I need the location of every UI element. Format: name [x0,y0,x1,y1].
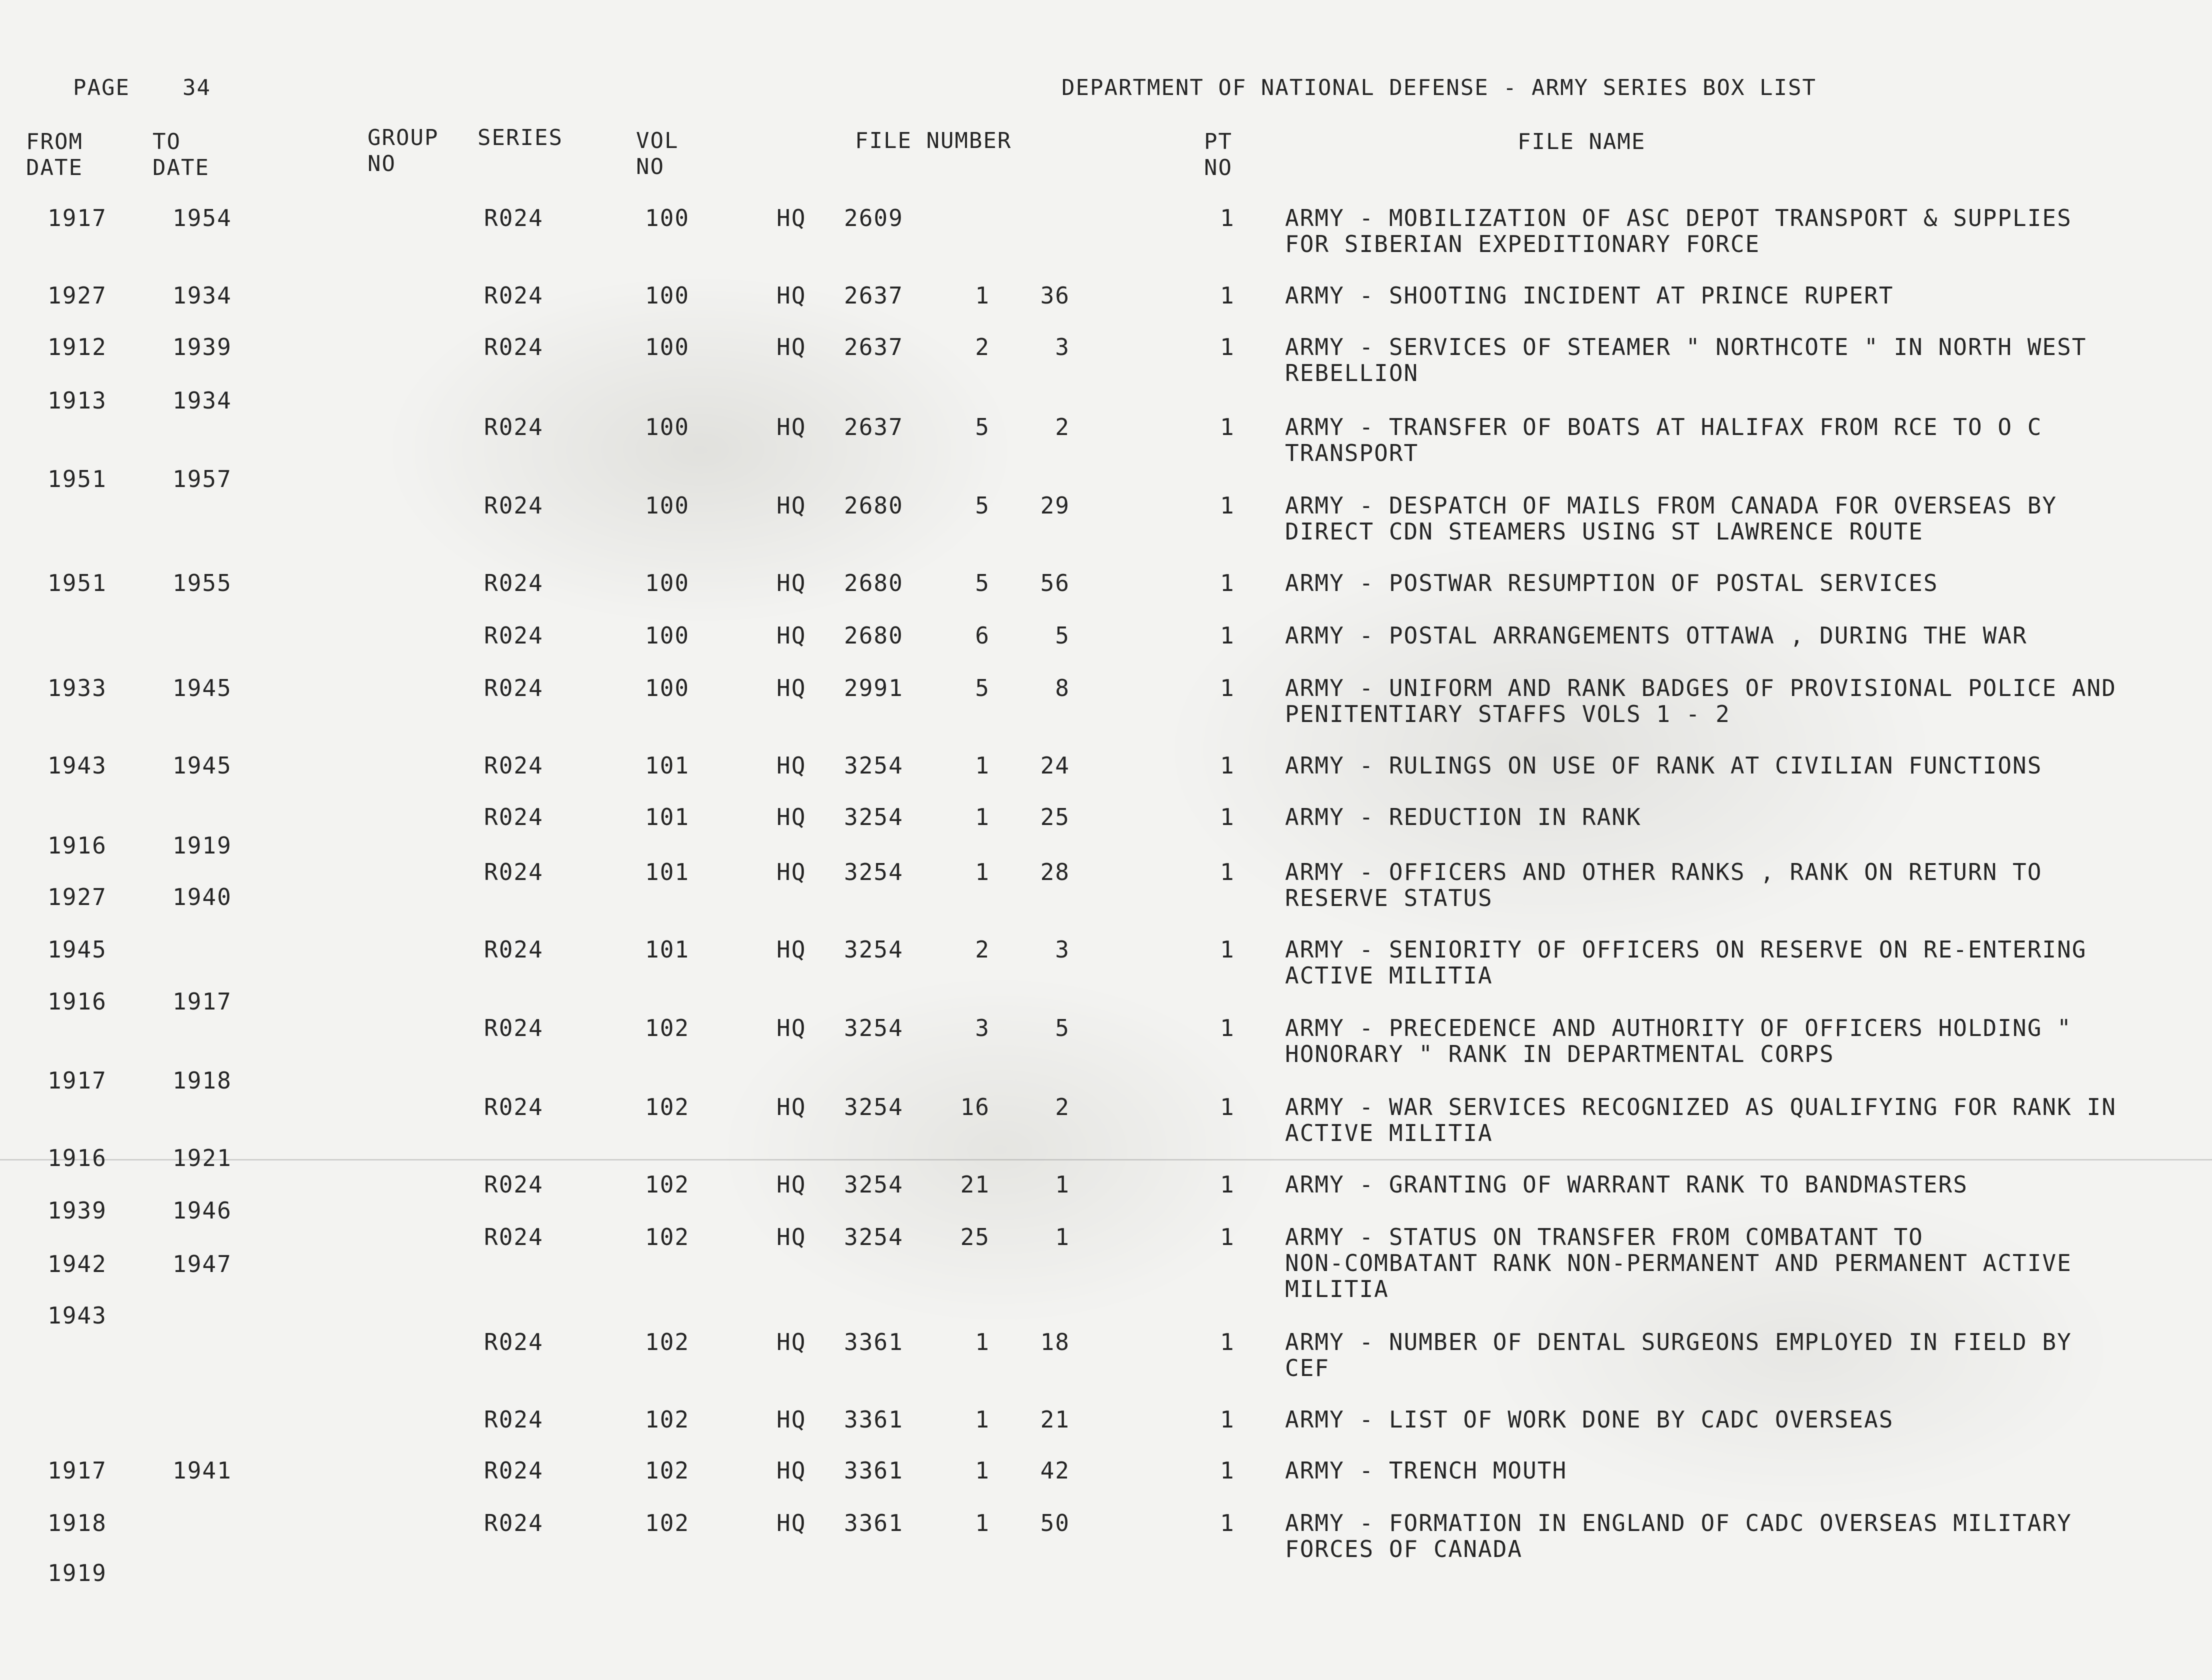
vol-cell: 100 [645,414,690,440]
file-number-cell: 2680 [844,622,904,649]
table-row [0,1015,2212,1070]
file-name-cell: ARMY - LIST OF WORK DONE BY CADC OVERSEAS [1285,1406,1894,1433]
table-row [0,1251,2212,1306]
from-date-cell: 1917 [48,1067,107,1094]
series-cell: R024 [484,858,544,886]
file-sub2-cell: 3 [1055,936,1070,963]
file-sub2-cell: 3 [1055,334,1070,360]
pt-cell: 1 [1220,622,1235,649]
file-sub1-cell: 5 [975,414,990,440]
header-pt-no: PT NO [1204,129,1232,180]
file-sub1-cell: 1 [975,282,990,309]
hq-cell: HQ [776,858,806,886]
page-label: PAGE [73,75,130,100]
series-cell: R024 [484,204,544,232]
from-date-cell: 1917 [48,1457,107,1484]
file-name-cell: ARMY - DESPATCH OF MAILS FROM CANADA FOR OVERSEAS BY DIRECT CDN STEAMERS USING ST LAWRENCE ROUTE [1285,492,2058,545]
pt-cell: 1 [1220,282,1235,309]
series-cell: R024 [484,1224,544,1250]
file-sub1-cell: 1 [975,858,990,886]
file-number-cell: 2680 [844,492,904,519]
pt-cell: 1 [1220,1328,1235,1356]
from-date-cell: 1933 [48,674,107,702]
hq-cell: HQ [776,334,806,360]
vol-cell: 102 [645,1457,690,1484]
table-row [0,1510,2212,1565]
series-cell: R024 [484,752,544,779]
file-name-cell: ARMY - TRANSFER OF BOATS AT HALIFAX FROM RCE TO O C TRANSPORT [1285,414,2042,466]
table-row [0,414,2212,469]
to-date-cell: 1919 [172,832,232,859]
series-cell: R024 [484,1406,544,1433]
from-date-cell: 1919 [48,1560,107,1586]
file-sub1-cell: 1 [975,1457,990,1484]
to-date-cell: 1954 [172,204,232,232]
from-date-cell: 1945 [48,936,107,963]
pt-cell: 1 [1220,1457,1235,1484]
header-file-number: FILE NUMBER [855,128,1012,154]
series-cell: R024 [484,570,544,596]
file-number-cell: 2637 [844,334,904,360]
from-date-cell: 1951 [48,570,107,596]
file-sub2-cell: 1 [1055,1224,1070,1250]
file-sub2-cell: 2 [1055,1094,1070,1120]
file-number-cell: 3361 [844,1457,904,1484]
hq-cell: HQ [776,414,806,440]
file-sub2-cell: 24 [1040,752,1070,779]
from-date-cell: 1916 [48,832,107,859]
file-name-cell: ARMY - WAR SERVICES RECOGNIZED AS QUALIFYING FOR RANK IN ACTIVE MILITIA [1285,1094,2116,1146]
vol-cell: 102 [645,1328,690,1356]
series-cell: R024 [484,936,544,963]
vol-cell: 102 [645,1406,690,1433]
file-name-cell: ARMY - STATUS ON TRANSFER FROM COMBATANT TO NON-COMBATANT RANK NON-PERMANENT AND PERMANENT ACTIVE MILITIA [1285,1224,2072,1302]
from-date-cell: 1916 [48,1144,107,1172]
series-cell: R024 [484,1094,544,1120]
header-group-no: GROUP NO [368,125,439,176]
to-date-cell: 1955 [172,570,232,596]
pt-cell: 1 [1220,674,1235,702]
hq-cell: HQ [776,622,806,649]
file-sub2-cell: 21 [1040,1406,1070,1433]
file-sub1-cell: 3 [975,1014,990,1042]
pt-cell: 1 [1220,204,1235,232]
header-file-name: FILE NAME [1518,129,1646,154]
to-date-cell: 1945 [172,674,232,702]
table-row [0,334,2212,389]
vol-cell: 102 [645,1094,690,1120]
pt-cell: 1 [1220,1406,1235,1433]
to-date-cell: 1945 [172,752,232,779]
table-row [0,752,2212,808]
from-date-cell: 1951 [48,466,107,492]
file-name-cell: ARMY - RULINGS ON USE OF RANK AT CIVILIAN FUNCTIONS [1285,752,2042,779]
vol-cell: 101 [645,804,690,830]
series-cell: R024 [484,1510,544,1536]
file-number-cell: 3254 [844,1094,904,1120]
series-cell: R024 [484,334,544,360]
file-name-cell: ARMY - UNIFORM AND RANK BADGES OF PROVISIONAL POLICE AND PENITENTIARY STAFFS VOLS 1 - 2 [1285,674,2116,728]
file-name-cell: ARMY - SHOOTING INCIDENT AT PRINCE RUPERT [1285,282,1894,309]
file-number-cell: 3254 [844,858,904,886]
vol-cell: 102 [645,1510,690,1536]
page-number: 34 [182,75,211,100]
table-row [0,492,2212,548]
file-number-cell: 2637 [844,414,904,440]
file-number-cell: 3361 [844,1328,904,1356]
file-sub2-cell: 25 [1040,804,1070,830]
vol-cell: 100 [645,204,690,232]
vol-cell: 102 [645,1014,690,1042]
file-sub2-cell: 8 [1055,674,1070,702]
file-sub1-cell: 6 [975,622,990,649]
file-name-cell: ARMY - POSTAL ARRANGEMENTS OTTAWA , DURING THE WAR [1285,622,2028,649]
file-sub2-cell: 5 [1055,622,1070,649]
file-sub1-cell: 1 [975,1328,990,1356]
file-sub1-cell: 5 [975,674,990,702]
table-row [0,622,2212,678]
vol-cell: 100 [645,282,690,309]
file-name-cell: ARMY - GRANTING OF WARRANT RANK TO BANDMASTERS [1285,1171,1968,1198]
file-sub2-cell: 18 [1040,1328,1070,1356]
pt-cell: 1 [1220,936,1235,963]
pt-cell: 1 [1220,1094,1235,1120]
from-date-cell: 1943 [48,1302,107,1329]
file-number-cell: 2637 [844,282,904,309]
file-sub1-cell: 2 [975,334,990,360]
series-cell: R024 [484,1171,544,1198]
from-date-cell: 1916 [48,988,107,1015]
file-sub1-cell: 1 [975,1406,990,1433]
file-sub1-cell: 21 [960,1171,990,1198]
from-date-cell: 1939 [48,1197,107,1224]
series-cell: R024 [484,1014,544,1042]
file-name-cell: ARMY - TRENCH MOUTH [1285,1457,1568,1484]
hq-cell: HQ [776,1014,806,1042]
file-sub1-cell: 1 [975,804,990,830]
header-series: SERIES [478,125,563,150]
file-sub2-cell: 28 [1040,858,1070,886]
hq-cell: HQ [776,1094,806,1120]
pt-cell: 1 [1220,414,1235,440]
file-sub2-cell: 1 [1055,1171,1070,1198]
table-row [0,570,2212,625]
hq-cell: HQ [776,1224,806,1250]
series-cell: R024 [484,622,544,649]
file-name-cell: ARMY - MOBILIZATION OF ASC DEPOT TRANSPORT & SUPPLIES FOR SIBERIAN EXPEDITIONARY FORCE [1285,204,2072,258]
from-date-cell: 1917 [48,204,107,232]
hq-cell: HQ [776,752,806,779]
from-date-cell: 1942 [48,1250,107,1278]
to-date-cell: 1940 [172,884,232,910]
to-date-cell: 1957 [172,466,232,492]
hq-cell: HQ [776,282,806,309]
file-name-cell: ARMY - SERVICES OF STEAMER " NORTHCOTE " IN NORTH WEST REBELLION [1285,334,2087,386]
to-date-cell: 1934 [172,282,232,309]
file-sub1-cell: 2 [975,936,990,963]
pt-cell: 1 [1220,1171,1235,1198]
series-cell: R024 [484,1328,544,1356]
series-cell: R024 [484,674,544,702]
file-number-cell: 3254 [844,804,904,830]
file-sub2-cell: 42 [1040,1457,1070,1484]
file-number-cell: 3254 [844,752,904,779]
hq-cell: HQ [776,936,806,963]
file-sub1-cell: 16 [960,1094,990,1120]
header-vol-no: VOL NO [636,128,679,180]
to-date-cell: 1921 [172,1144,232,1172]
vol-cell: 100 [645,334,690,360]
table-row [0,675,2212,730]
file-sub1-cell: 25 [960,1224,990,1250]
file-number-cell: 3254 [844,1224,904,1250]
vol-cell: 101 [645,936,690,963]
vol-cell: 100 [645,570,690,596]
hq-cell: HQ [776,570,806,596]
file-sub2-cell: 50 [1040,1510,1070,1536]
file-number-cell: 2609 [844,204,904,232]
hq-cell: HQ [776,1510,806,1536]
file-name-cell: ARMY - NUMBER OF DENTAL SURGEONS EMPLOYED IN FIELD BY CEF [1285,1328,2072,1382]
table-row [0,884,2212,939]
table-row [0,1329,2212,1384]
to-date-cell: 1939 [172,334,232,360]
table-row [0,1560,2212,1615]
vol-cell: 102 [645,1224,690,1250]
hq-cell: HQ [776,1171,806,1198]
file-sub1-cell: 1 [975,1510,990,1536]
hq-cell: HQ [776,204,806,232]
hq-cell: HQ [776,1457,806,1484]
file-name-cell: ARMY - SENIORITY OF OFFICERS ON RESERVE ON RE-ENTERING ACTIVE MILITIA [1285,936,2087,989]
table-row [0,936,2212,992]
to-date-cell: 1918 [172,1067,232,1094]
file-number-cell: 3254 [844,1014,904,1042]
to-date-cell: 1947 [172,1250,232,1278]
file-name-cell: ARMY - FORMATION IN ENGLAND OF CADC OVERSEAS MILITARY FORCES OF CANADA [1285,1510,2072,1562]
to-date-cell: 1946 [172,1197,232,1224]
vol-cell: 101 [645,858,690,886]
from-date-cell: 1927 [48,884,107,910]
pt-cell: 1 [1220,804,1235,830]
file-sub2-cell: 29 [1040,492,1070,519]
pt-cell: 1 [1220,1224,1235,1250]
vol-cell: 100 [645,674,690,702]
file-number-cell: 2991 [844,674,904,702]
vol-cell: 100 [645,492,690,519]
file-sub2-cell: 56 [1040,570,1070,596]
file-number-cell: 3254 [844,1171,904,1198]
file-number-cell: 3361 [844,1406,904,1433]
file-sub2-cell: 36 [1040,282,1070,309]
from-date-cell: 1918 [48,1510,107,1536]
table-row [0,205,2212,260]
series-cell: R024 [484,492,544,519]
pt-cell: 1 [1220,334,1235,360]
vol-cell: 102 [645,1171,690,1198]
file-name-cell: ARMY - PRECEDENCE AND AUTHORITY OF OFFICERS HOLDING " HONORARY " RANK IN DEPARTMENTAL CORPS [1285,1014,2072,1068]
series-cell: R024 [484,282,544,309]
pt-cell: 1 [1220,1510,1235,1536]
pt-cell: 1 [1220,570,1235,596]
header-from-date: FROM DATE [26,129,83,180]
from-date-cell: 1912 [48,334,107,360]
file-sub2-cell: 2 [1055,414,1070,440]
hq-cell: HQ [776,1406,806,1433]
file-name-cell: ARMY - OFFICERS AND OTHER RANKS , RANK ON RETURN TO RESERVE STATUS [1285,858,2042,912]
file-name-cell: ARMY - REDUCTION IN RANK [1285,804,1642,830]
table-row [0,282,2212,338]
file-number-cell: 2680 [844,570,904,596]
series-cell: R024 [484,804,544,830]
table-row [0,1094,2212,1149]
pt-cell: 1 [1220,1014,1235,1042]
vol-cell: 101 [645,752,690,779]
table-row [0,1406,2212,1462]
to-date-cell: 1934 [172,387,232,414]
file-sub2-cell: 5 [1055,1014,1070,1042]
hq-cell: HQ [776,1328,806,1356]
pt-cell: 1 [1220,492,1235,519]
table-row [0,1458,2212,1512]
from-date-cell: 1927 [48,282,107,309]
to-date-cell: 1917 [172,988,232,1015]
page-title: DEPARTMENT OF NATIONAL DEFENSE - ARMY SERIES BOX LIST [1062,75,1816,100]
series-cell: R024 [484,1457,544,1484]
hq-cell: HQ [776,492,806,519]
hq-cell: HQ [776,674,806,702]
file-sub1-cell: 1 [975,752,990,779]
file-number-cell: 3254 [844,936,904,963]
hq-cell: HQ [776,804,806,830]
series-cell: R024 [484,414,544,440]
header-to-date: TO DATE [152,129,210,180]
file-number-cell: 3361 [844,1510,904,1536]
pt-cell: 1 [1220,858,1235,886]
pt-cell: 1 [1220,752,1235,779]
file-name-cell: ARMY - POSTWAR RESUMPTION OF POSTAL SERVICES [1285,570,1938,596]
to-date-cell: 1941 [172,1457,232,1484]
file-sub1-cell: 5 [975,570,990,596]
vol-cell: 100 [645,622,690,649]
file-sub1-cell: 5 [975,492,990,519]
from-date-cell: 1913 [48,387,107,414]
from-date-cell: 1943 [48,752,107,779]
